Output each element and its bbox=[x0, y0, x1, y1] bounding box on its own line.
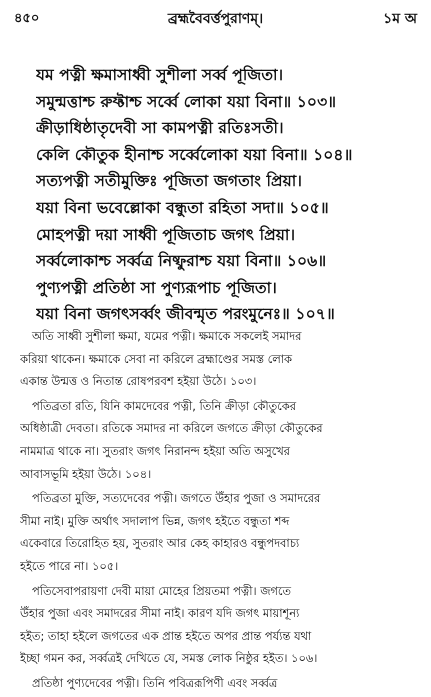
verse-line: কেলি কৌতুক হীনাশ্চ সর্ব্বেলোকা যয়া বিনা॥ ১০৪॥ bbox=[36, 145, 353, 164]
commentary-line: অতি সাধ্বী সুশীলা ক্ষমা, যমের পত্নী। ক্ষমাকে সকলেই সমাদর bbox=[32, 329, 302, 343]
verse-line: যয়া বিনা জগৎসর্ব্বং জীবন্মৃত পরংমুনেঃ॥ ১০৭॥ bbox=[36, 305, 335, 324]
chapter-label: ১ম অ bbox=[383, 11, 417, 27]
verse-line: মোহপত্নী দয়া সাধ্বী পূজিতাচ জগৎ প্রিয়া। bbox=[36, 225, 296, 244]
commentary-line: একান্ত উন্মত্ত ও নিতান্ত রোষপরবশ হইয়া উঠে। ১০৩। bbox=[20, 374, 257, 389]
commentary-line: সীমা নাই। মুক্তি অর্থাৎ সদালাপ ভিন্ন, জগৎ হইতে বন্ধুতা শব্দ bbox=[20, 513, 290, 528]
page-number: ৪৫০ bbox=[14, 10, 40, 26]
verse-line: পুণ্যপত্নী প্রতিষ্ঠা সা পুণ্যরূপাচ পূজিতা। bbox=[36, 278, 277, 297]
page-header bbox=[14, 6, 417, 32]
verse-line: সমুন্মত্তাশ্চ রুফ্টাশ্চ সর্ব্বে লোকা যয়া বিনা॥ ১০৩॥ bbox=[36, 92, 337, 111]
verse-line: সত্যপত্নী সতীমুক্তিঃ পূজিতা জগতাং প্রিয়া। bbox=[36, 172, 302, 191]
commentary-line: পতিব্রতা মুক্তি, সত্যদেবের পত্নী। জগতে উঁহার পুজা ও সমাদরের bbox=[32, 491, 321, 506]
commentary-line: আবাসভূমি হইয়া উঠে। ১০৪। bbox=[20, 466, 152, 481]
bengali-commentary bbox=[20, 325, 421, 697]
commentary-line: পতিব্রতা রতি, যিনি কামদেবের পত্নী, তিনি ক্রীড়া কৌতুকের bbox=[32, 398, 296, 413]
commentary-paragraph bbox=[20, 487, 421, 577]
commentary-paragraph bbox=[20, 395, 421, 485]
commentary-line: অধিষ্ঠাত্রী দেবতা। রতিকে সমাদর না করিলে জগতে ক্রীড়া কৌতুকের bbox=[20, 421, 323, 436]
commentary-line: ইচ্ছা গমন কর, সর্ব্বত্রই দেখিতে যে, সমস্ত লোক নিষ্ঠুর হইত। ১০৬। bbox=[20, 651, 318, 666]
verse-line: যম পত্নী ক্ষমাসাধ্বী সুশীলা সর্ব্ব পূজিতা। bbox=[36, 66, 284, 84]
running-title: ব্রহ্মবৈবর্ত্তপুরাণম্‌। bbox=[167, 11, 264, 27]
commentary-paragraph bbox=[20, 580, 421, 670]
commentary-line: উঁহার পুজা এবং সমাদরের সীমা নাই। কারণ যদি জগৎ মায়াশূন্য bbox=[20, 606, 300, 621]
commentary-line: করিয়া থাকেন। ক্ষমাকে সেবা না করিলে ব্রহ্মাণ্ডের সমস্ত লোক bbox=[20, 351, 293, 366]
commentary-line: নামমাত্র থাকে না। সুতরাং জগৎ নিরানন্দ হইয়া অতি অসুখের bbox=[20, 443, 290, 458]
commentary-line: পতিসেবাপরায়ণা দেবী মায়া মোহের প্রিয়তমা পত্নী। জগতে bbox=[32, 583, 291, 598]
commentary-paragraph bbox=[20, 325, 421, 393]
commentary-paragraph bbox=[20, 672, 421, 695]
verse-line: সর্ব্বলোকাশ্চ সর্ব্বত্র নিষ্ফুরাশ্চ যয়া বিনা॥ ১০৬॥ bbox=[36, 252, 327, 271]
commentary-line: একেবারে তিরোহিত হয়, সুতরাং আর কেহ কাহারও বন্ধুপদবাচ্য bbox=[20, 536, 300, 551]
commentary-line: হইত; তাহা হইলে জগতের এক প্রান্ত হইতে অপর প্রান্ত পর্য্যন্ত যথা bbox=[20, 628, 312, 643]
verse-line: যয়া বিনা ভবেল্লোকা বন্ধুতা রহিতা সদা॥ ১০৫॥ bbox=[36, 198, 329, 217]
verse-line: ক্রীড়াধিষ্ঠাতৃদেবী সা কামপত্নী রতিঃসতী। bbox=[36, 119, 284, 138]
commentary-line: হইতে পারে না। ১০৫। bbox=[20, 558, 119, 573]
sanskrit-verses bbox=[36, 62, 423, 328]
commentary-line: প্রতিষ্ঠা পুণ্যদেবের পত্নী। তিনি পবিত্ররূপিণী এবং সর্ব্বত্র bbox=[32, 675, 278, 690]
